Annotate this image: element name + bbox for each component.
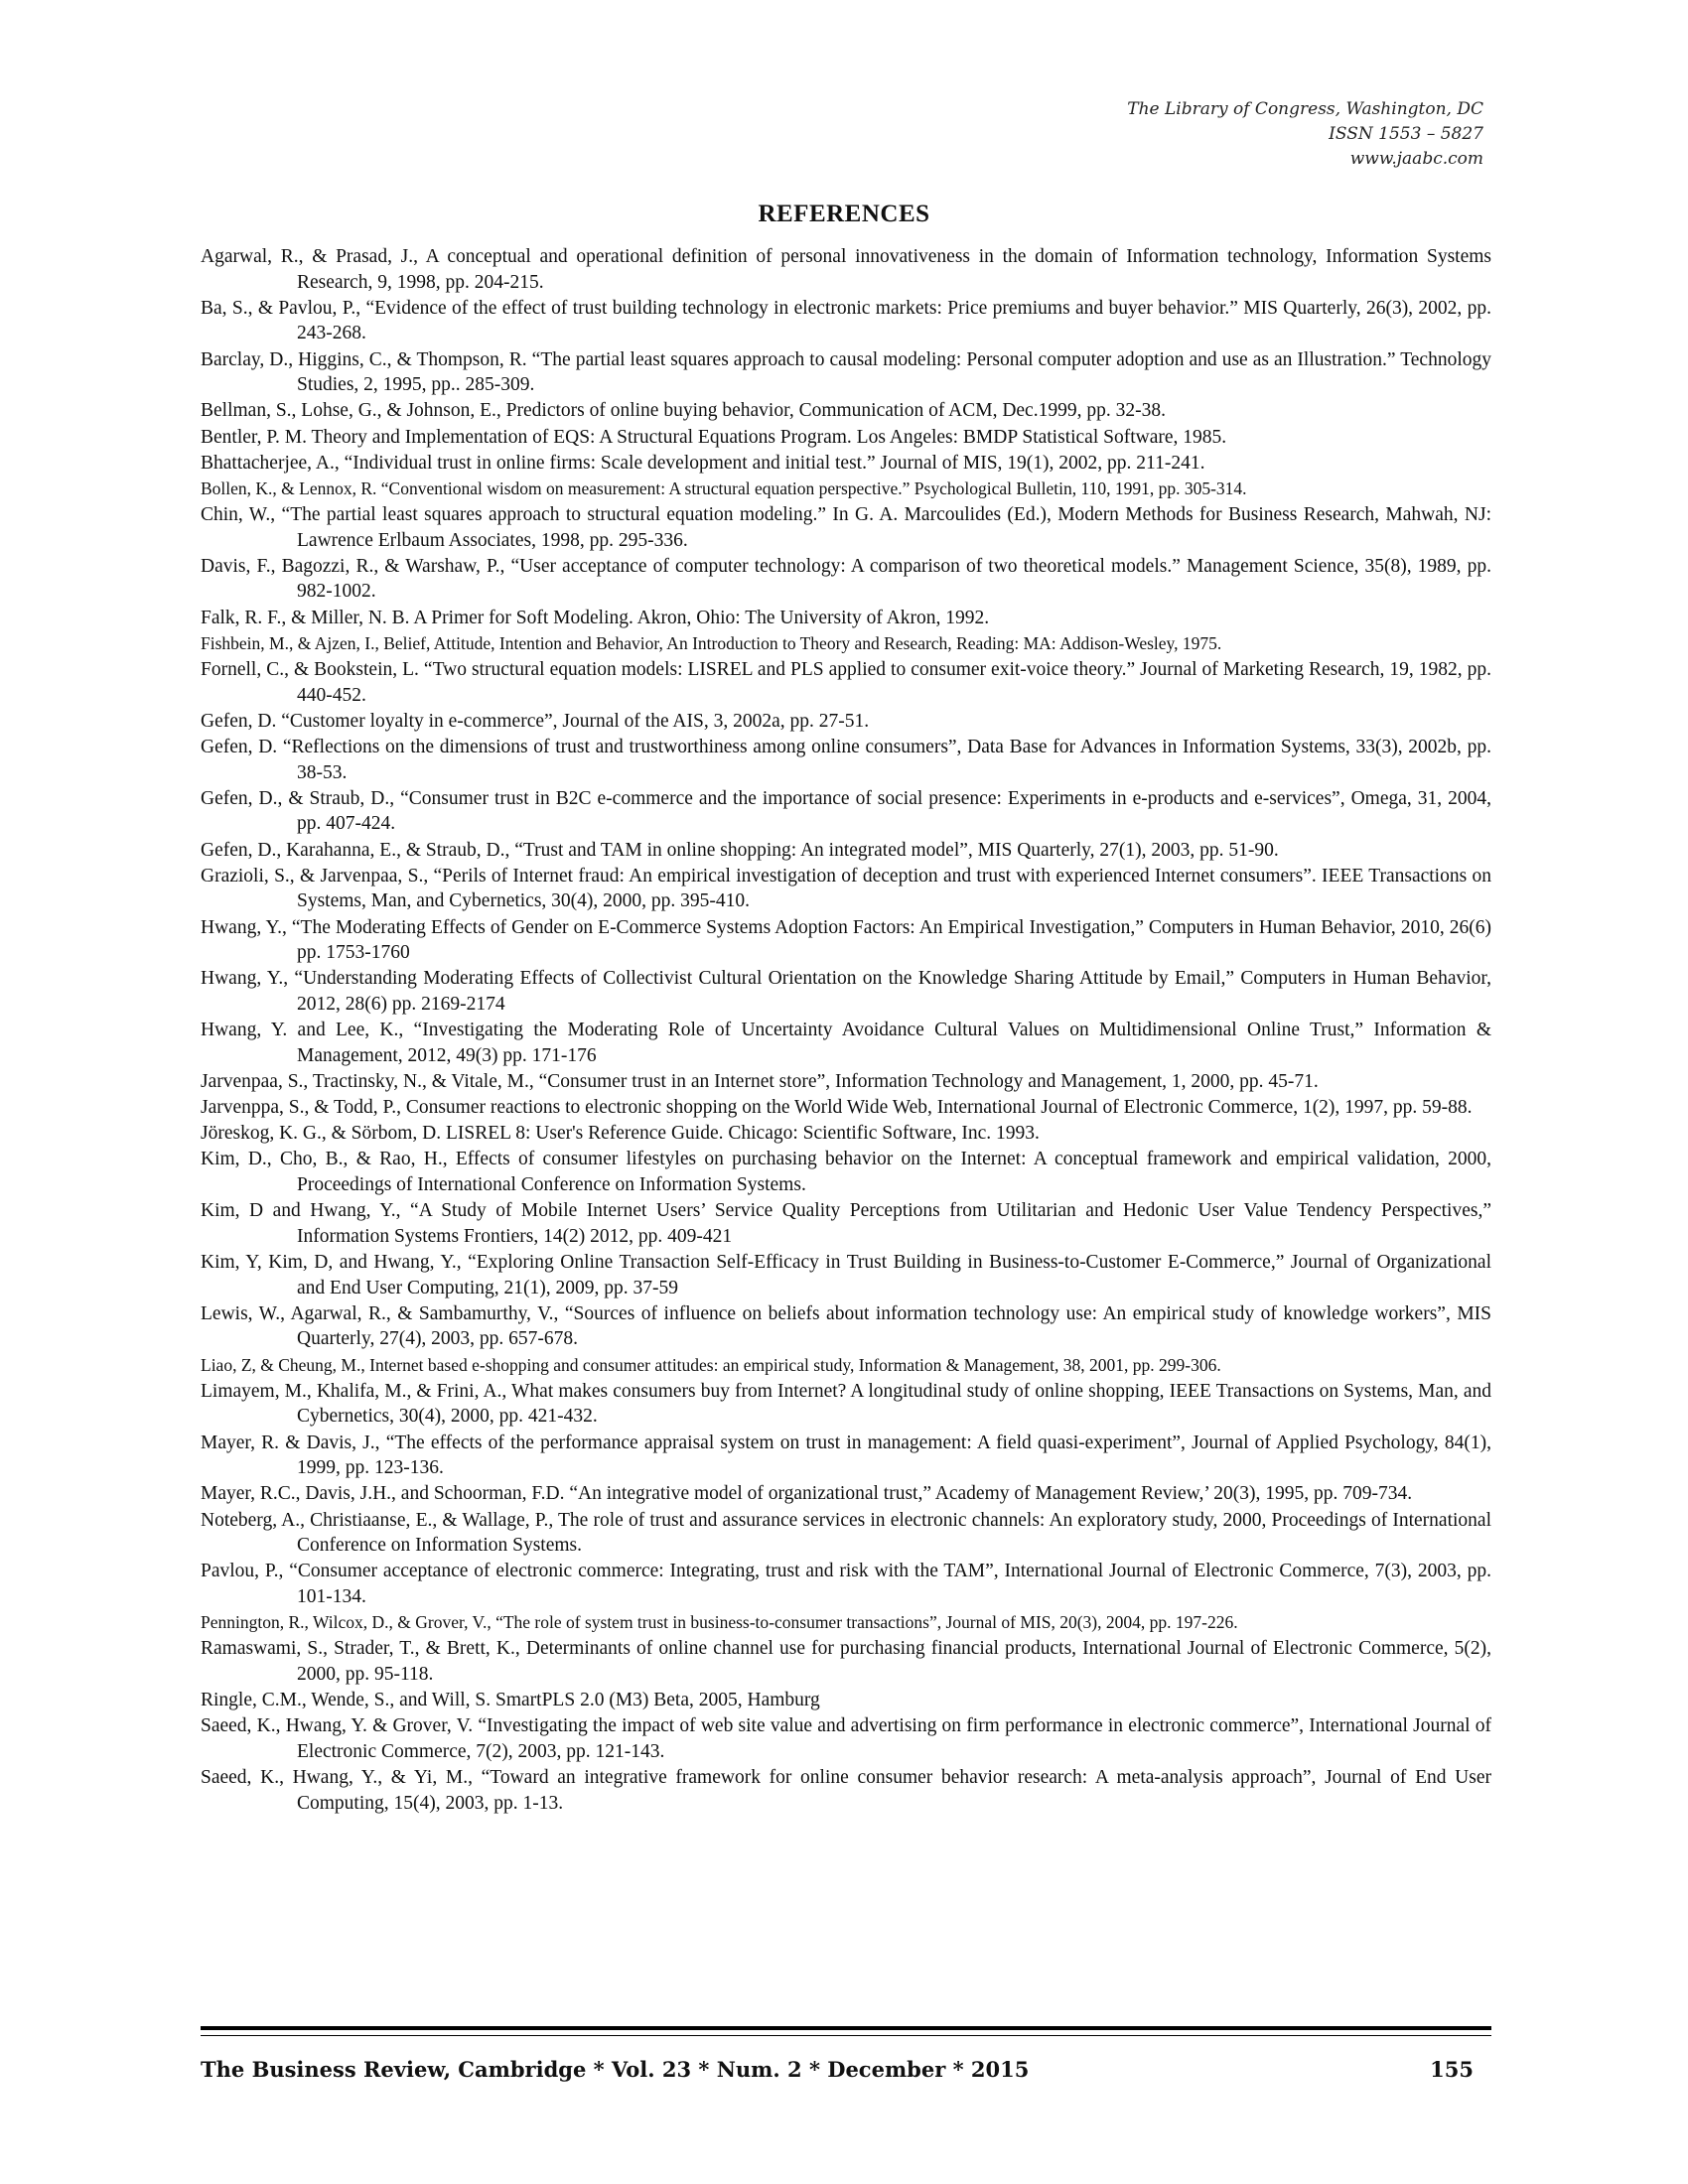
reference-entry: Jöreskog, K. G., & Sörbom, D. LISREL 8: User's Reference Guide. Chicago: Scientific Software, Inc. 1993.	[201, 1123, 1040, 1145]
reference-entry: Mayer, R.C., Davis, J.H., and Schoorman, F.D. “An integrative model of organizational trust,” Academy of Management Review,’ 20(3), 1995, pp. 709-734.	[201, 1483, 1413, 1505]
reference-entry: Gefen, D. “Customer loyalty in e-commerce”, Journal of the AIS, 3, 2002a, pp. 27-51.	[201, 710, 870, 732]
page-number: 155	[1430, 2057, 1474, 2082]
reference-entry: Fornell, C., & Bookstein, L. “Two structural equation models: LISREL and PLS applied to consumer exit-voice theory.” Journal of Marketing Research, 19, 1982, pp. 440-452.	[201, 659, 1491, 706]
reference-entry: Ba, S., & Pavlou, P., “Evidence of the effect of trust building technology in electronic markets: Price premiums and buyer behavior.” MIS Quarterly, 26(3), 2002, pp. 243-268.	[201, 297, 1491, 344]
reference-entry: Mayer, R. & Davis, J., “The effects of the performance appraisal system on trust in management: A field quasi-experiment”, Journal of Applied Psychology, 84(1), 1999, pp. 123-136.	[201, 1432, 1491, 1479]
page-header	[1127, 97, 1483, 172]
reference-entry: Bollen, K., & Lennox, R. “Conventional wisdom on measurement: A structural equation perspective.” Psychological Bulletin, 110, 1991, pp. 305-314.	[201, 478, 1247, 498]
reference-entry: Gefen, D., & Straub, D., “Consumer trust in B2C e-commerce and the importance of social presence: Experiments in e-products and e-services”, Omega, 31, 2004, pp. 407-424.	[201, 787, 1491, 835]
reference-entry: Saeed, K., Hwang, Y., & Yi, M., “Toward an integrative framework for online consumer behavior research: A meta-analysis approach”, Journal of End User Computing, 15(4), 2003, pp. 1-13.	[201, 1767, 1491, 1814]
reference-entry: Chin, W., “The partial least squares approach to structural equation modeling.” In G. A. Marcoulides (Ed.), Modern Methods for Business Research, Mahwah, NJ: Lawrence Erlbaum Associates, 1998, pp. 295-336.	[201, 504, 1491, 551]
header-issn-line: ISSN 1553 – 5827	[1329, 124, 1483, 144]
footer-journal-info: The Business Review, Cambridge * Vol. 23 * Num. 2 * December * 2015	[201, 2057, 1030, 2082]
reference-entry: Davis, F., Bagozzi, R., & Warshaw, P., “User acceptance of computer technology: A comparison of two theoretical models.” Management Science, 35(8), 1989, pp. 982-1002.	[201, 555, 1491, 603]
references-title: REFERENCES	[758, 201, 930, 227]
reference-entry: Bhattacherjee, A., “Individual trust in online firms: Scale development and initial test.” Journal of MIS, 19(1), 2002, pp. 211-241.	[201, 452, 1205, 474]
footer-divider-thin	[201, 2035, 1491, 2036]
reference-entry: Bellman, S., Lohse, G., & Johnson, E., Predictors of online buying behavior, Communication of ACM, Dec.1999, pp. 32-38.	[201, 400, 1166, 422]
reference-entry: Liao, Z, & Cheung, M., Internet based e-shopping and consumer attitudes: an empirical study, Information & Management, 38, 2001, pp. 299-306.	[201, 1354, 1221, 1375]
reference-entry: Kim, D., Cho, B., & Rao, H., Effects of consumer lifestyles on purchasing behavior on the Internet: A conceptual framework and empirical validation, 2000, Proceedings of International Conference on Information Systems.	[201, 1149, 1491, 1196]
reference-entry: Fishbein, M., & Ajzen, I., Belief, Attitude, Intention and Behavior, An Introduction to Theory and Research, Reading: MA: Addison-Wesley, 1975.	[201, 632, 1222, 653]
reference-entry: Gefen, D. “Reflections on the dimensions of trust and trustworthiness among online consumers”, Data Base for Advances in Information Systems, 33(3), 2002b, pp. 38-53.	[201, 737, 1491, 783]
reference-entry: Ramaswami, S., Strader, T., & Brett, K., Determinants of online channel use for purchasing financial products, International Journal of Electronic Commerce, 5(2), 2000, pp. 95-118.	[201, 1638, 1491, 1685]
reference-entry: Falk, R. F., & Miller, N. B. A Primer for Soft Modeling. Akron, Ohio: The University of Akron, 1992.	[201, 607, 990, 628]
reference-entry: Hwang, Y., “The Moderating Effects of Gender on E-Commerce Systems Adoption Factors: An Empirical Investigation,” Computers in Human Behavior, 2010, 26(6) pp. 1753-1760	[201, 916, 1491, 964]
reference-entry: Jarvenppa, S., & Todd, P., Consumer reactions to electronic shopping on the World Wide Web, International Journal of Electronic Commerce, 1(2), 1997, pp. 59-88.	[201, 1097, 1473, 1119]
reference-entry: Grazioli, S., & Jarvenpaa, S., “Perils of Internet fraud: An empirical investigation of deception and trust with experienced Internet consumers”. IEEE Transactions on Systems, Man, and Cybernetics, 30(4), 2000, pp. 395-410.	[201, 865, 1491, 912]
reference-entry: Hwang, Y. and Lee, K., “Investigating the Moderating Role of Uncertainty Avoidance Cultural Values on Multidimensional Online Trust,” Information & Management, 2012, 49(3) pp. 171-176	[201, 1020, 1491, 1066]
reference-entry: Bentler, P. M. Theory and Implementation of EQS: A Structural Equations Program. Los Angeles: BMDP Statistical Software, 1985.	[201, 426, 1227, 448]
header-library-line: The Library of Congress, Washington, DC	[1127, 99, 1483, 119]
reference-entry: Pennington, R., Wilcox, D., & Grover, V., “The role of system trust in business-to-consumer transactions”, Journal of MIS, 20(3), 2004, pp. 197-226.	[201, 1612, 1238, 1633]
reference-entry: Jarvenpaa, S., Tractinsky, N., & Vitale, M., “Consumer trust in an Internet store”, Information Technology and Management, 1, 2000, pp. 45-71.	[201, 1070, 1319, 1092]
reference-entry: Gefen, D., Karahanna, E., & Straub, D., “Trust and TAM in online shopping: An integrated model”, MIS Quarterly, 27(1), 2003, pp. 51-90.	[201, 839, 1279, 861]
reference-entry: Agarwal, R., & Prasad, J., A conceptual and operational definition of personal innovativeness in the domain of Information technology, Information Systems Research, 9, 1998, pp. 204-215.	[201, 246, 1491, 293]
footer-divider-thick	[201, 2026, 1491, 2030]
reference-entry: Lewis, W., Agarwal, R., & Sambamurthy, V., “Sources of influence on beliefs about information technology use: An empirical study of knowledge workers”, MIS Quarterly, 27(4), 2003, pp. 657-678.	[201, 1302, 1491, 1350]
reference-entry: Kim, D and Hwang, Y., “A Study of Mobile Internet Users’ Service Quality Perceptions from Utilitarian and Hedonic User Value Tendency Perspectives,” Information Systems Frontiers, 14(2) 2012, pp. 409-421	[201, 1200, 1491, 1247]
reference-entry: Noteberg, A., Christiaanse, E., & Wallage, P., The role of trust and assurance services in electronic channels: An exploratory study, 2000, Proceedings of International Conference on Information Systems.	[201, 1509, 1491, 1557]
reference-entry: Saeed, K., Hwang, Y. & Grover, V. “Investigating the impact of web site value and advertising on firm performance in electronic commerce”, International Journal of Electronic Commerce, 7(2), 2003, pp. 121-143.	[201, 1715, 1491, 1762]
reference-entry: Pavlou, P., “Consumer acceptance of electronic commerce: Integrating, trust and risk with the TAM”, International Journal of Electronic Commerce, 7(3), 2003, pp. 101-134.	[201, 1561, 1491, 1607]
reference-entry: Hwang, Y., “Understanding Moderating Effects of Collectivist Cultural Orientation on the Knowledge Sharing Attitude by Email,” Computers in Human Behavior, 2012, 28(6) pp. 2169-2174	[201, 968, 1491, 1015]
reference-list	[201, 244, 1491, 1817]
header-website-line: www.jaabc.com	[1349, 149, 1483, 169]
reference-entry: Ringle, C.M., Wende, S., and Will, S. SmartPLS 2.0 (M3) Beta, 2005, Hamburg	[201, 1690, 820, 1711]
reference-entry: Barclay, D., Higgins, C., & Thompson, R. “The partial least squares approach to causal modeling: Personal computer adoption and use as an Illustration.” Technology Studies, 2, 1995, pp.. 285-309.	[201, 348, 1491, 396]
reference-entry: Kim, Y, Kim, D, and Hwang, Y., “Exploring Online Transaction Self-Efficacy in Trust Building in Business-to-Customer E-Commerce,” Journal of Organizational and End User Computing, 21(1), 2009, pp. 37-59	[201, 1252, 1491, 1298]
reference-entry: Limayem, M., Khalifa, M., & Frini, A., What makes consumers buy from Internet? A longitudinal study of online shopping, IEEE Transactions on Systems, Man, and Cybernetics, 30(4), 2000, pp. 421-432.	[201, 1380, 1491, 1428]
